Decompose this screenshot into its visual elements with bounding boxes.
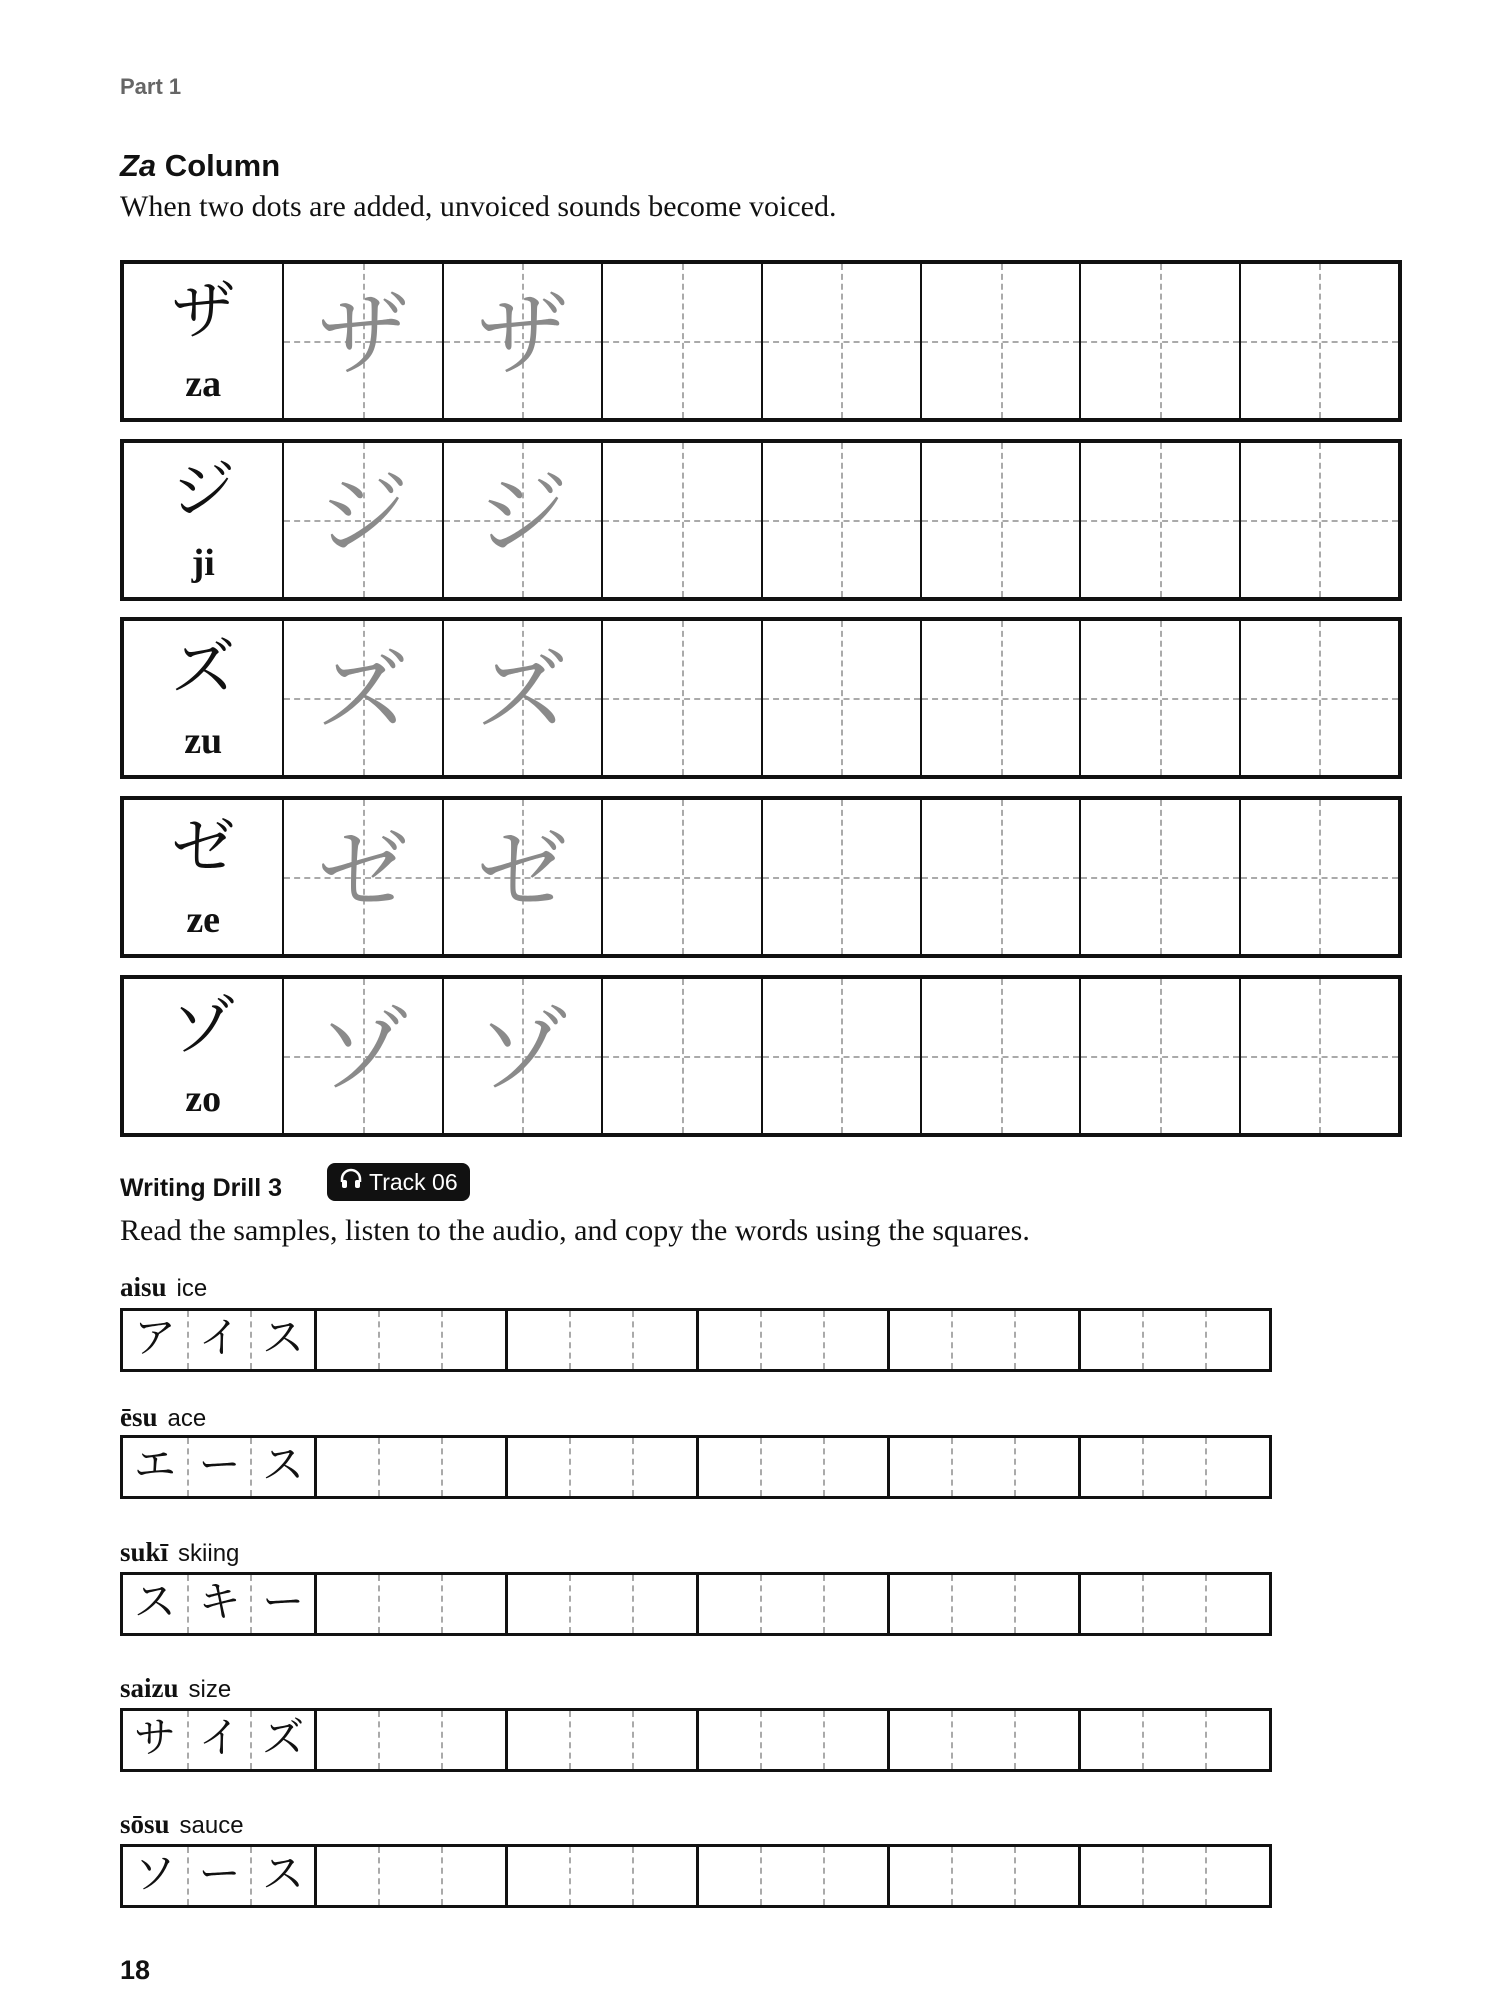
model-cell [124, 621, 282, 775]
practice-square[interactable] [601, 264, 760, 418]
practice-square[interactable] [1079, 443, 1238, 597]
word-square[interactable] [760, 1847, 824, 1905]
practice-square[interactable] [601, 800, 760, 954]
word-practice-row [120, 1435, 1272, 1499]
word-square[interactable]: ー [250, 1575, 314, 1633]
word-square[interactable] [314, 1575, 378, 1633]
word-square[interactable]: エ [133, 1443, 176, 1489]
practice-square[interactable] [1239, 800, 1398, 954]
word-square[interactable] [1078, 1711, 1142, 1769]
word-romaji: ēsu [120, 1402, 158, 1432]
word-english: ace [167, 1405, 207, 1432]
practice-square[interactable] [761, 979, 920, 1133]
model-cell [124, 979, 282, 1133]
word-square[interactable] [378, 1847, 442, 1905]
section-subtitle: When two dots are added, unvoiced sounds become voiced. [120, 190, 837, 223]
word-square[interactable] [696, 1711, 760, 1769]
word-square[interactable] [441, 1438, 505, 1496]
trace-kana: ジ [317, 464, 410, 566]
word-square[interactable] [951, 1311, 1015, 1369]
word-practice-row [120, 1308, 1272, 1372]
word-square[interactable] [569, 1711, 633, 1769]
word-square[interactable] [441, 1575, 505, 1633]
word-square[interactable]: ス [250, 1847, 314, 1905]
practice-square[interactable] [442, 443, 601, 597]
trace-kana: ザ [317, 285, 410, 387]
practice-square[interactable] [282, 800, 441, 954]
word-square[interactable] [823, 1311, 887, 1369]
practice-square[interactable] [282, 979, 441, 1133]
word-square[interactable] [760, 1311, 824, 1369]
practice-square[interactable] [442, 979, 601, 1133]
practice-square[interactable] [282, 621, 441, 775]
word-square[interactable] [1014, 1438, 1078, 1496]
word-square[interactable] [823, 1575, 887, 1633]
kana-practice-row [120, 260, 1402, 422]
title-rest: Column [156, 148, 281, 183]
word-square[interactable] [378, 1575, 442, 1633]
word-square[interactable] [441, 1711, 505, 1769]
trace-kana: ゾ [317, 1000, 410, 1102]
word-square[interactable]: ス [133, 1580, 176, 1626]
kana-practice-row [120, 796, 1402, 958]
word-square[interactable] [1078, 1311, 1142, 1369]
practice-square[interactable] [761, 443, 920, 597]
word-english: skiing [178, 1540, 240, 1567]
word-square[interactable] [696, 1311, 760, 1369]
practice-square[interactable] [442, 264, 601, 418]
word-square[interactable]: ソ [133, 1852, 176, 1898]
word-romaji: sōsu [120, 1809, 170, 1839]
romaji-label: zu [184, 720, 223, 762]
word-square[interactable] [823, 1438, 887, 1496]
word-square[interactable]: ー [187, 1438, 251, 1496]
practice-square[interactable] [920, 443, 1079, 597]
practice-square[interactable] [1239, 621, 1398, 775]
word-square[interactable] [1142, 1575, 1206, 1633]
practice-square[interactable] [282, 443, 441, 597]
word-romaji: aisu [120, 1272, 167, 1302]
word-square[interactable] [1014, 1847, 1078, 1905]
headphones-icon [339, 1167, 363, 1197]
word-square[interactable] [760, 1575, 824, 1633]
practice-square[interactable] [1239, 979, 1398, 1133]
practice-square[interactable] [1079, 621, 1238, 775]
word-square[interactable] [632, 1847, 696, 1905]
word-label [120, 1272, 207, 1303]
word-square[interactable] [1142, 1847, 1206, 1905]
word-label [120, 1809, 244, 1840]
practice-square[interactable] [761, 264, 920, 418]
practice-square[interactable] [920, 264, 1079, 418]
word-square[interactable]: ー [187, 1847, 251, 1905]
word-square[interactable] [1142, 1311, 1206, 1369]
practice-square[interactable] [920, 800, 1079, 954]
word-square[interactable] [951, 1575, 1015, 1633]
word-square[interactable] [632, 1575, 696, 1633]
word-square[interactable] [1142, 1711, 1206, 1769]
word-square[interactable] [314, 1847, 378, 1905]
part-label: Part 1 [120, 74, 182, 99]
practice-square[interactable] [920, 979, 1079, 1133]
word-square[interactable] [1014, 1711, 1078, 1769]
practice-square[interactable] [1079, 264, 1238, 418]
word-square[interactable] [887, 1311, 951, 1369]
model-kana: ゾ [171, 991, 236, 1062]
word-english: size [188, 1676, 232, 1703]
word-square[interactable] [951, 1847, 1015, 1905]
practice-square[interactable] [442, 621, 601, 775]
word-square[interactable] [569, 1575, 633, 1633]
word-square[interactable] [505, 1711, 569, 1769]
word-english: sauce [179, 1812, 244, 1839]
word-romaji: saizu [120, 1673, 179, 1703]
word-square[interactable] [823, 1711, 887, 1769]
word-square[interactable] [1205, 1575, 1269, 1633]
romaji-label: ji [191, 542, 215, 584]
trace-kana: ゼ [476, 821, 569, 923]
track-label: Track 06 [369, 1168, 458, 1195]
word-square[interactable] [505, 1438, 569, 1496]
word-square[interactable] [569, 1438, 633, 1496]
word-square[interactable] [696, 1847, 760, 1905]
word-square[interactable] [951, 1438, 1015, 1496]
word-square[interactable] [314, 1311, 378, 1369]
practice-square[interactable] [601, 621, 760, 775]
word-square[interactable] [696, 1438, 760, 1496]
word-square[interactable] [1078, 1438, 1142, 1496]
word-square[interactable]: イ [187, 1711, 251, 1769]
word-square[interactable] [441, 1847, 505, 1905]
romaji-label: za [185, 363, 222, 405]
word-square[interactable] [760, 1711, 824, 1769]
practice-square[interactable] [282, 264, 441, 418]
word-label [120, 1673, 231, 1704]
word-square[interactable]: イ [187, 1311, 251, 1369]
model-kana: ゼ [171, 812, 236, 883]
word-square[interactable]: ズ [250, 1711, 314, 1769]
word-practice-row [120, 1844, 1272, 1908]
practice-square[interactable] [1239, 443, 1398, 597]
practice-square[interactable] [601, 979, 760, 1133]
word-square[interactable] [505, 1575, 569, 1633]
word-square[interactable] [1014, 1575, 1078, 1633]
word-square[interactable] [632, 1311, 696, 1369]
word-square[interactable] [632, 1438, 696, 1496]
trace-kana: ザ [476, 285, 569, 387]
trace-kana: ジ [476, 464, 569, 566]
word-label [120, 1537, 239, 1568]
trace-kana: ゾ [476, 1000, 569, 1102]
word-square[interactable] [1205, 1711, 1269, 1769]
word-square[interactable] [505, 1311, 569, 1369]
word-square[interactable] [1014, 1311, 1078, 1369]
word-square[interactable] [569, 1311, 633, 1369]
word-square[interactable]: ス [250, 1438, 314, 1496]
word-english: ice [176, 1275, 208, 1302]
model-cell [124, 800, 282, 954]
word-square[interactable] [696, 1575, 760, 1633]
page-number: 18 [120, 1955, 151, 1985]
word-square[interactable] [887, 1711, 951, 1769]
word-practice-row [120, 1572, 1272, 1636]
word-square[interactable]: ス [250, 1311, 314, 1369]
word-square[interactable] [441, 1311, 505, 1369]
word-square[interactable] [1205, 1438, 1269, 1496]
word-square[interactable] [378, 1711, 442, 1769]
romaji-label: ze [186, 899, 221, 941]
word-romaji: sukī [120, 1537, 169, 1567]
word-square[interactable]: サ [133, 1716, 176, 1762]
word-square[interactable] [1078, 1575, 1142, 1633]
model-cell [124, 264, 282, 418]
model-kana: ジ [171, 455, 236, 526]
model-kana: ズ [171, 633, 236, 704]
trace-kana: ズ [317, 642, 410, 744]
kana-practice-row [120, 975, 1402, 1137]
word-practice-row [120, 1708, 1272, 1772]
word-square[interactable] [378, 1311, 442, 1369]
word-square[interactable] [505, 1847, 569, 1905]
trace-kana: ゼ [317, 821, 410, 923]
practice-square[interactable] [1079, 979, 1238, 1133]
word-square[interactable]: キ [187, 1575, 251, 1633]
practice-square[interactable] [601, 443, 760, 597]
word-square[interactable] [378, 1438, 442, 1496]
word-label [120, 1402, 206, 1433]
trace-kana: ズ [476, 642, 569, 744]
practice-square[interactable] [1239, 264, 1398, 418]
practice-square[interactable] [442, 800, 601, 954]
word-square[interactable] [1078, 1847, 1142, 1905]
romaji-label: zo [185, 1078, 222, 1120]
model-cell [124, 443, 282, 597]
word-square[interactable] [1205, 1847, 1269, 1905]
word-square[interactable] [887, 1575, 951, 1633]
word-square[interactable] [951, 1711, 1015, 1769]
word-square[interactable] [760, 1438, 824, 1496]
word-square[interactable] [887, 1438, 951, 1496]
track-badge[interactable] [327, 1163, 470, 1201]
model-kana: ザ [171, 276, 236, 347]
word-square[interactable] [569, 1847, 633, 1905]
word-square[interactable]: ア [133, 1316, 176, 1362]
section-title [120, 148, 280, 184]
title-italic: Za [120, 148, 157, 183]
practice-square[interactable] [920, 621, 1079, 775]
word-square[interactable] [1142, 1438, 1206, 1496]
word-square[interactable] [887, 1847, 951, 1905]
practice-square[interactable] [1079, 800, 1238, 954]
kana-practice-row [120, 617, 1402, 779]
word-square[interactable] [1205, 1311, 1269, 1369]
word-square[interactable] [632, 1711, 696, 1769]
practice-square[interactable] [761, 800, 920, 954]
drill-title: Writing Drill 3 [120, 1174, 283, 1202]
drill-instruction: Read the samples, listen to the audio, and copy the words using the squares. [120, 1214, 1030, 1247]
practice-square[interactable] [761, 621, 920, 775]
word-square[interactable] [314, 1438, 378, 1496]
kana-practice-row [120, 439, 1402, 601]
word-square[interactable] [823, 1847, 887, 1905]
word-square[interactable] [314, 1711, 378, 1769]
